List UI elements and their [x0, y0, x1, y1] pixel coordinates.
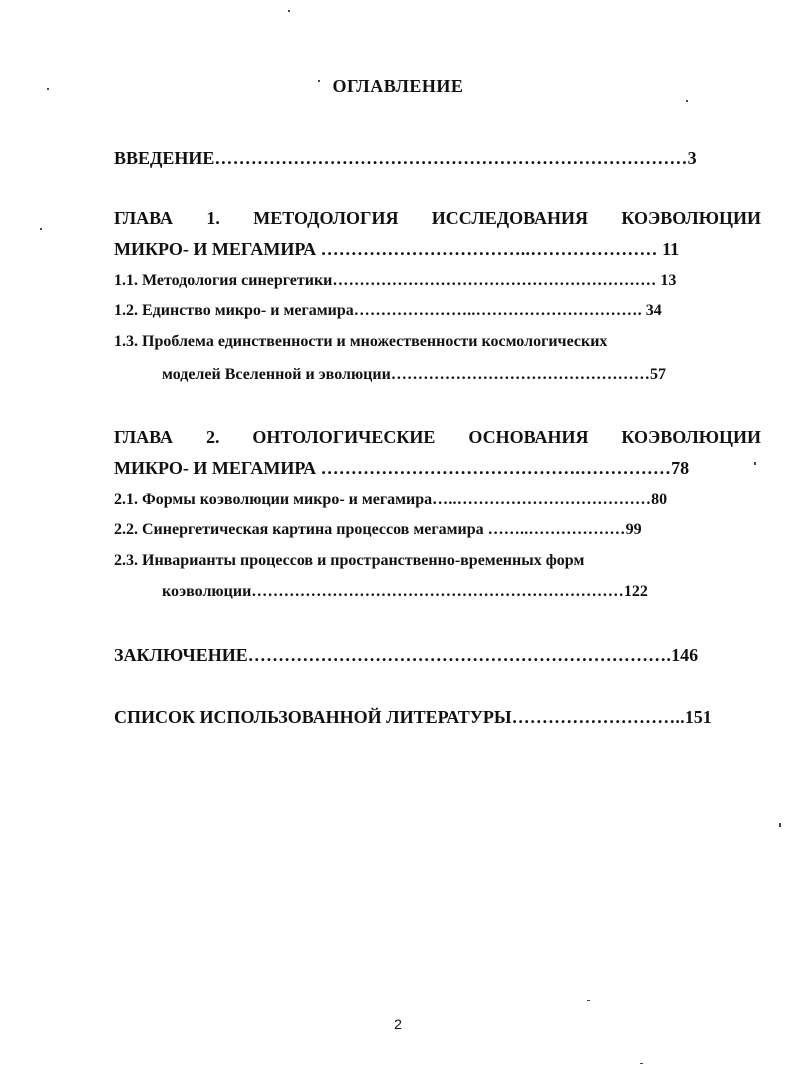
entry-page: 122 — [623, 583, 648, 600]
heading-word: ГЛАВА — [114, 208, 174, 228]
leader-dots: …………………………………………………… — [332, 272, 657, 289]
entry-page: 99 — [625, 521, 642, 538]
scan-speck — [779, 823, 781, 827]
heading-word: МЕТОДОЛОГИЯ — [253, 208, 399, 228]
entry-page: 34 — [645, 302, 662, 319]
entry-page: 146 — [671, 645, 699, 665]
heading-word: ОНТОЛОГИЧЕСКИЕ — [252, 427, 436, 447]
leader-dots: …..……………………………… — [432, 491, 652, 508]
heading-word: ИССЛЕДОВАНИЯ — [431, 208, 589, 228]
entry-label: СПИСОК ИСПОЛЬЗОВАННОЙ ЛИТЕРАТУРЫ — [114, 707, 512, 727]
entry-label: 1.2. Единство микро- и мегамира — [114, 302, 354, 319]
heading-word: 1. — [206, 208, 220, 228]
scan-speck — [754, 462, 756, 465]
heading-word: КОЭВОЛЮЦИИ — [621, 208, 761, 228]
leader-dots: …………………..…………………………. — [353, 302, 642, 319]
leader-dots: ………………………………………… — [390, 366, 651, 383]
leader-dots: …………………………………………………………………… — [214, 148, 688, 168]
entry-label: 2.1. Формы коэволюции микро- и мегамира — [114, 491, 433, 508]
leader-dots: ……………………………………………………………. — [247, 645, 672, 665]
entry-page: 151 — [684, 707, 712, 727]
entry-label: 1.3. Проблема единственности и множественности космологических — [114, 333, 608, 350]
chapter-2-heading-line2 — [114, 457, 689, 479]
entry-label: 1.1. Методология синергетики — [114, 272, 333, 289]
toc-entry-1-3-line2 — [162, 365, 666, 385]
toc-entry-1-2 — [114, 301, 662, 321]
entry-label: ЗАКЛЮЧЕНИЕ — [114, 645, 248, 665]
heading-word: КОЭВОЛЮЦИИ — [621, 427, 761, 447]
toc-entry-2-3-line2 — [162, 582, 648, 602]
heading-word: 2. — [205, 427, 220, 447]
toc-entry-2-3 — [114, 551, 584, 571]
leader-dots: ……………………………..………………… — [320, 239, 658, 259]
scan-speck — [640, 1063, 643, 1064]
scan-speck — [587, 1000, 590, 1001]
page-number: 2 — [394, 1016, 402, 1032]
toc-title: ОГЛАВЛЕНИЕ — [332, 76, 464, 96]
chapter-1-heading — [114, 207, 761, 229]
leader-dots: ……………………….. — [511, 707, 685, 727]
entry-label: 2.3. Инварианты процессов и пространственно-временных форм — [114, 552, 585, 569]
entry-page: 78 — [671, 458, 690, 478]
entry-label: 2.2. Синергетическая картина процессов мегамира — [114, 521, 484, 538]
scan-speck — [318, 80, 320, 82]
entry-label: коэволюции — [162, 583, 252, 600]
entry-page: 57 — [650, 366, 667, 383]
leader-dots: …………………………………………………………… — [251, 583, 624, 600]
heading-word: ГЛАВА — [114, 427, 174, 447]
entry-page: 13 — [660, 272, 677, 289]
chapter-2-heading — [114, 426, 761, 448]
toc-entry-1-1 — [114, 271, 676, 291]
scan-speck — [288, 10, 290, 12]
entry-label: моделей Вселенной и эволюции — [162, 366, 391, 383]
entry-page: 3 — [687, 148, 697, 168]
toc-entry-1-3 — [114, 332, 607, 352]
entry-label: МИКРО- И МЕГАМИРА — [114, 458, 317, 478]
scan-speck — [686, 100, 688, 102]
chapter-1-heading-line2 — [114, 238, 679, 260]
heading-word: ОСНОВАНИЯ — [468, 427, 589, 447]
entry-label: МИКРО- И МЕГАМИРА — [114, 239, 317, 259]
scan-speck — [47, 88, 49, 90]
leader-dots: ……..……………… — [487, 521, 626, 538]
leader-dots: …………………………………….…………… — [320, 458, 672, 478]
toc-entry-2-2 — [114, 520, 642, 540]
toc-entry-conclusion — [114, 644, 698, 666]
toc-entry-2-1 — [114, 490, 667, 510]
entry-page: 11 — [662, 239, 680, 259]
entry-label: ВВЕДЕНИЕ — [114, 148, 215, 168]
entry-page: 80 — [651, 491, 668, 508]
toc-entry-introduction — [114, 147, 697, 169]
scan-speck — [40, 228, 42, 230]
toc-entry-bibliography — [114, 706, 712, 728]
